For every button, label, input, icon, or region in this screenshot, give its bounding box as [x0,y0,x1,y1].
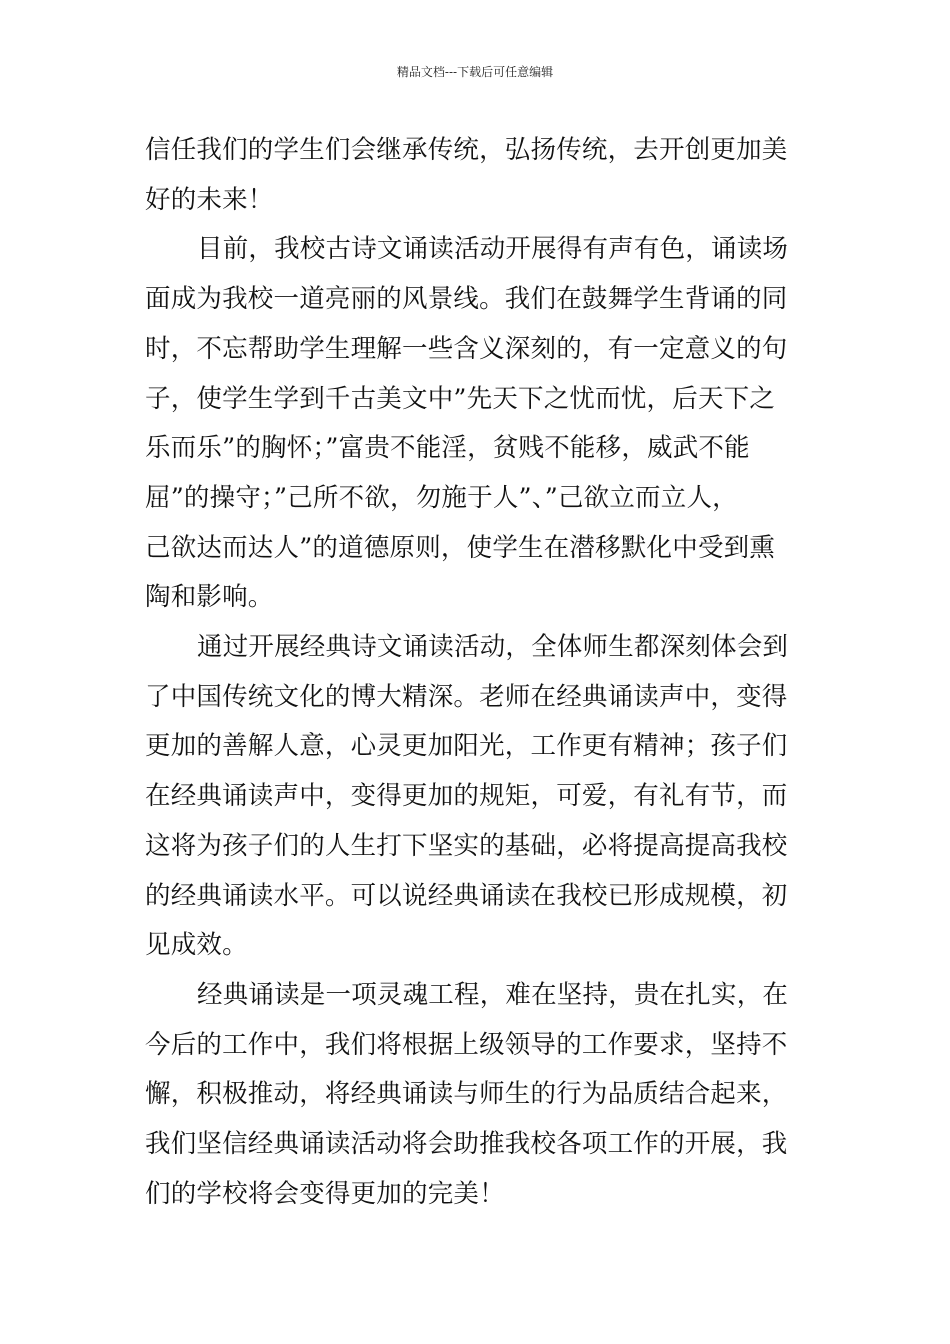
text-line: 陶和影响。 [145,582,274,613]
text-line: 今后的工作中，我们将根据上级领导的工作要求，坚持不 [145,1029,788,1060]
text-line: 见成效。 [145,930,248,961]
text-line: 在经典诵读声中，变得更加的规矩，可爱，有礼有节，而 [145,781,788,812]
text-line: 这将为孩子们的人生打下坚实的基础，必将提高提高我校 [145,830,788,861]
text-line: 们的学校将会变得更加的完美！ [145,1178,505,1209]
text-line: 我们坚信经典诵读活动将会助推我校各项工作的开展，我 [145,1129,788,1160]
paragraph [145,623,815,971]
text-line: 面成为我校一道亮丽的风景线。我们在鼓舞学生背诵的同 [145,284,788,315]
text-line: 了中国传统文化的博大精深。老师在经典诵读声中，变得 [145,681,788,712]
paragraph [145,225,815,623]
text-line: 目前，我校古诗文诵读活动开展得有声有色，诵读场 [197,234,789,265]
text-line: 懈，积极推动，将经典诵读与师生的行为品质结合起来， [145,1079,788,1110]
page-header: 精品文档---下载后可任意编辑 [396,65,554,79]
text-line: 屈”的操守；”己所不欲，勿施于人”、”己欲立而立人， [145,482,738,513]
text-line: 子，使学生学到千古美文中”先天下之忧而忧，后天下之 [145,383,776,414]
document-body [145,126,815,1219]
text-line: 己欲达而达人”的道德原则，使学生在潜移默化中受到熏 [145,532,776,563]
paragraph [145,971,815,1220]
text-line: 通过开展经典诗文诵读活动，全体师生都深刻体会到 [197,632,789,663]
text-line: 乐而乐”的胸怀；”富贵不能淫，贫贱不能移，威武不能 [145,433,750,464]
text-line: 更加的善解人意，心灵更加阳光，工作更有精神；孩子们 [145,731,788,762]
text-line: 信任我们的学生们会继承传统，弘扬传统，去开创更加美 [145,135,788,165]
text-line: 好的未来！ [145,184,274,215]
text-line: 的经典诵读水平。可以说经典诵读在我校已形成规模，初 [145,880,788,911]
text-line: 时，不忘帮助学生理解一些含义深刻的，有一定意义的句 [145,333,788,364]
paragraph [145,126,815,225]
text-line: 经典诵读是一项灵魂工程，难在坚持，贵在扎实，在 [197,979,789,1010]
